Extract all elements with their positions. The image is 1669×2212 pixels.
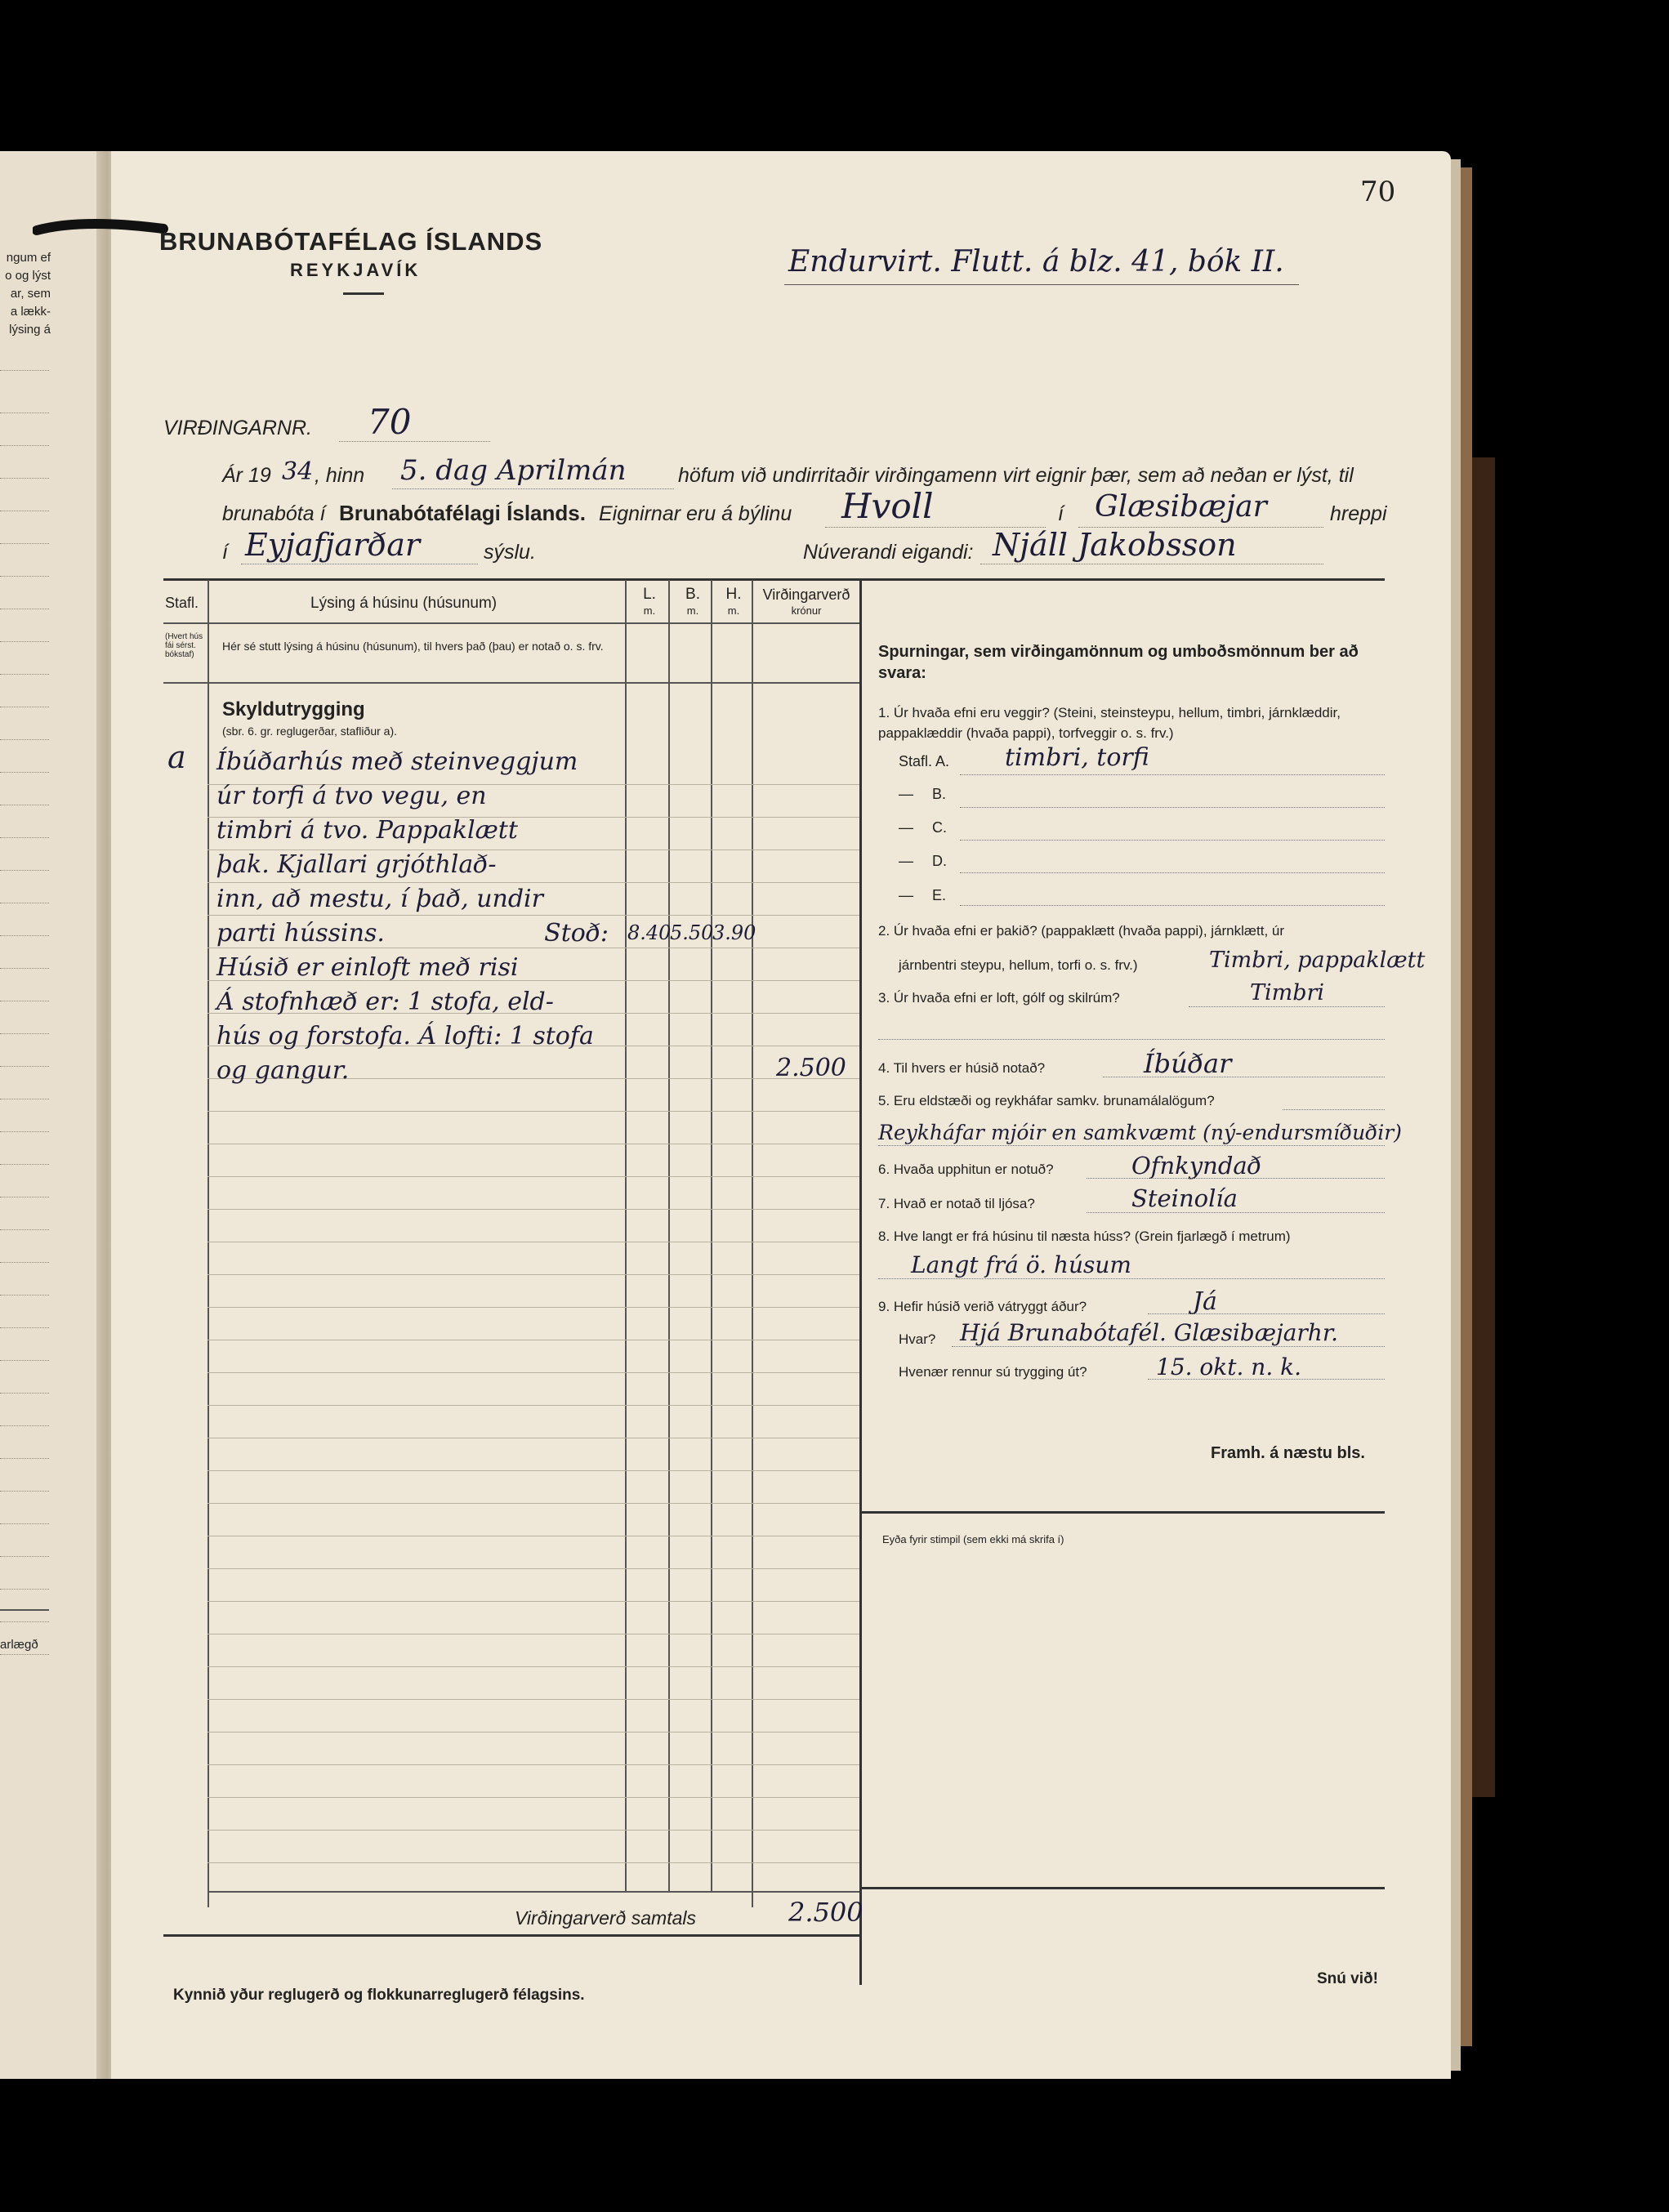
total-label: Virðingarverð samtals [515, 1907, 697, 1929]
skyldutrygging-sub: (sbr. 6. gr. reglugerðar, stafliður a). [222, 725, 397, 738]
hvenaer-label: Hvenær rennur sú trygging út? [899, 1364, 1087, 1380]
total-value: 2.500 [788, 1897, 864, 1928]
stamp-area-label: Eyða fyrir stimpil (sem ekki má skrifa í) [882, 1533, 1064, 1545]
left-page [0, 151, 106, 2079]
length-value: 8.40 [627, 921, 672, 944]
hreppi-label: hreppi [1330, 502, 1387, 525]
syslu-label: sýslu. [484, 541, 536, 564]
col-H-header: H. m. [725, 586, 742, 617]
answer-7: Steinolía [1131, 1184, 1238, 1212]
farm-name: Hvoll [841, 486, 934, 526]
header-rule [343, 292, 384, 295]
company-name: BRUNABÓTAFÉLAG ÍSLANDS [159, 227, 543, 256]
answer-8: Langt frá ö. húsum [911, 1251, 1131, 1278]
question-2b: járnbentri steypu, hellum, torfi o. s. frv.) [899, 957, 1138, 973]
footer-rules-note: Kynnið yður reglugerð og flokkunarreglugerð félagsins. [173, 1987, 585, 2004]
question-9: 9. Hefir húsið verið vátryggt áður? [878, 1299, 1087, 1314]
question-8: 8. Hve langt er frá húsinu til næsta húss? (Grein fjarlægð í metrum) [878, 1229, 1291, 1244]
i2-label: í [222, 541, 228, 564]
stafl-D-label: — D. [899, 853, 948, 869]
lysing-subheader: Hér sé stutt lýsing á húsinu (húsunum), til hvers það (þau) er notað o. s. frv. [222, 640, 604, 653]
left-page-bottom-text: arlægð [0, 1638, 38, 1652]
i-label: í [1058, 502, 1064, 525]
col-B-header: B. m. [685, 586, 700, 617]
questions-title: Spurningar, sem virðingamönnum og umboðsmönnum ber að svara: [878, 643, 1359, 682]
stafl-C-label: — C. [899, 819, 948, 836]
year-label: Ár 19 [222, 464, 271, 487]
question-3: 3. Úr hvaða efni er loft, gólf og skilrúm? [878, 990, 1120, 1006]
intro-text: höfum við undirritaðir virðingamenn virt eignir þær, sem að neðan er lýst, til [678, 464, 1354, 487]
stod-label: Stoð: [544, 919, 609, 948]
house-description: Íbúðarhús með steinveggjum úr torfi á tvo vegu, en timbri á tvo. Pappaklætt þak. Kjallari grjóthlað- inn, að mestu, í það, undir parti hússins. Stoð: Húsið er einloft með risi Á stofnhæð er: 1 stofa, eld- hús og forstofa. Á lofti: 1 stofa og gangur. [216, 747, 609, 1085]
brunabota-label: brunabóta í [222, 502, 326, 525]
owner-label: Núverandi eigandi: [803, 541, 974, 564]
valuation-value: 2.500 [776, 1054, 846, 1082]
question-5: 5. Eru eldstæði og reykháfar samkv. brunamálalögum? [878, 1093, 1215, 1108]
turn-over-note: Snú við! [1317, 1970, 1378, 1987]
virding-number: 70 [368, 402, 412, 442]
owner-name: Njáll Jakobsson [993, 527, 1237, 563]
stafl-A-label: Stafl. A. [899, 753, 950, 769]
hinn-label: , hinn [315, 464, 365, 487]
answer-1-A: timbri, torfi [1005, 743, 1149, 772]
answer-3: Timbri [1250, 980, 1325, 1006]
virding-label: VIRÐINGARNR. [163, 417, 312, 439]
stafl-subheader: (Hvert hús fái sérst. bókstaf) [165, 632, 203, 659]
framh-label: Framh. á næstu bls. [1211, 1444, 1365, 1462]
hvar-label: Hvar? [899, 1331, 936, 1347]
question-1: 1. Úr hvaða efni eru veggir? (Steini, steinsteypu, hellum, timbri, járnklæddir, pappaklæddir (hvaða pappi), torfveggir o. s. frv.) [878, 705, 1341, 741]
question-7: 7. Hvað er notað til ljósa? [878, 1196, 1035, 1211]
hreppur-name: Glæsibæjar [1095, 490, 1267, 524]
cover-binding [1472, 457, 1495, 1797]
page-edge [1451, 159, 1461, 2071]
answer-5: Reykháfar mjóir en samkvæmt (ný-endursmíðuðir) [878, 1121, 1402, 1144]
date-value: 5. dag Aprilmán [400, 454, 627, 487]
answer-6: Ofnkyndað [1131, 1152, 1262, 1180]
transfer-note: Endurvirt. Flutt. á blz. 41, bók II. [788, 245, 1284, 279]
col-verd-header: Virðingarverð krónur [762, 586, 850, 617]
width-value: 5.50 [670, 921, 714, 944]
row-letter: a [167, 739, 186, 775]
answer-2: Timbri, pappaklætt [1209, 948, 1426, 973]
company-bold: Brunabótafélagi Íslands. [339, 501, 586, 525]
left-page-text: ngum ef o og lýst ar, sem a lækk- lýsing á [5, 251, 51, 337]
answer-9: Já [1193, 1287, 1217, 1316]
question-6: 6. Hvaða upphitun er notuð? [878, 1162, 1054, 1177]
stafl-B-label: — B. [899, 786, 947, 802]
stafl-E-label: — E. [899, 887, 947, 903]
answer-9-hvar: Hjá Brunabótafél. Glæsibæjarhr. [960, 1319, 1339, 1346]
answer-9-hvenaer: 15. okt. n. k. [1156, 1354, 1302, 1380]
eignirnar-label: Eignirnar eru á býlinu [599, 502, 792, 525]
col-lysing-header: Lýsing á húsinu (húsunum) [310, 595, 498, 612]
year-value: 34 [282, 457, 314, 486]
page-number: 70 [1360, 176, 1396, 208]
col-L-header: L. m. [643, 586, 656, 617]
question-2: 2. Úr hvaða efni er þakið? (pappaklætt (hvaða pappi), járnklætt, úr [878, 923, 1285, 939]
col-stafl-header: Stafl. [165, 595, 199, 611]
question-4: 4. Til hvers er húsið notað? [878, 1060, 1046, 1076]
answer-4: Íbúðar [1144, 1048, 1232, 1079]
height-value: 3.90 [712, 921, 756, 944]
form-page [111, 151, 1451, 2079]
sysla-name: Eyjafjarðar [245, 527, 421, 563]
company-city: REYKJAVÍK [290, 260, 422, 280]
skyldutrygging-title: Skyldutrygging [222, 698, 365, 720]
cover-edge [1461, 167, 1472, 2046]
thread-icon [33, 214, 172, 247]
